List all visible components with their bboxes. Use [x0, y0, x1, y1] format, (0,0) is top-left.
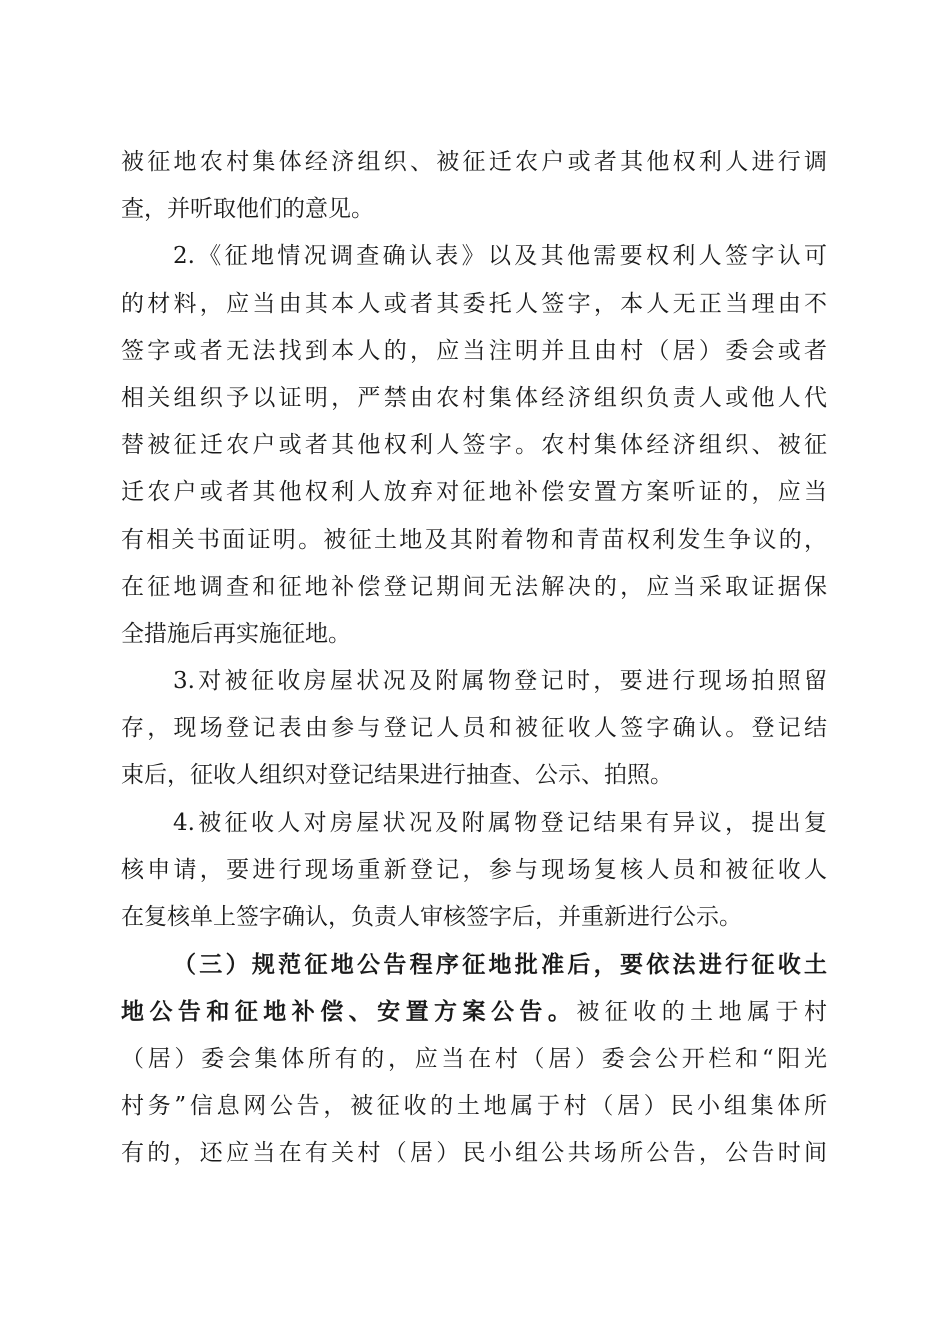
text-line: 在复核单上签字确认，负责人审核签字后，并重新进行公示。: [121, 904, 742, 930]
text-line: 有的，还应当在有关村（居）民小组公共场所公告，公告时间: [121, 1139, 827, 1166]
text-line: 2.《征地情况调查确认表》以及其他需要权利人签字认可: [173, 243, 827, 270]
text-line: 村务”信息网公告，被征收的土地属于村（居）民小组集体所: [121, 1092, 827, 1119]
text-line: 有相关书面证明。被征土地及其附着物和青苗权利发生争议的，: [121, 526, 827, 553]
text-line: 迁农户或者其他权利人放弃对征地补偿安置方案听证的，应当: [121, 479, 827, 506]
section-heading-line: [121, 988, 827, 1035]
text-line: 签字或者无法找到本人的，应当注明并且由村（居）委会或者: [121, 337, 827, 364]
text-line: 在征地调查和征地补偿登记期间无法解决的，应当采取证据保: [121, 573, 827, 600]
section-heading-text: 地公告和征地补偿、安置方案公告。: [121, 998, 577, 1026]
text-line: 束后，征收人组织对登记结果进行抽查、公示、拍照。: [121, 762, 673, 789]
text-line: 被征地农村集体经济组织、被征迁农户或者其他权利人进行调: [121, 149, 827, 175]
text-line: 4.被征收人对房屋状况及附属物登记结果有异议，提出复: [173, 809, 827, 836]
section-heading-text: （三）规范征地公告程序征地批准后，要依法进行征收土: [173, 951, 827, 979]
text-line: 全措施后再实施征地。: [121, 620, 351, 647]
body-text: [121, 139, 827, 1177]
text-line: 的材料，应当由其本人或者其委托人签字，本人无正当理由不: [121, 290, 827, 317]
text-line: 相关组织予以证明，严禁由农村集体经济组织负责人或他人代: [121, 384, 827, 411]
text-span: 被征收的土地属于村: [576, 999, 828, 1026]
text-line: 3.对被征收房屋状况及附属物登记时，要进行现场拍照留: [173, 668, 827, 695]
text-line: 存，现场登记表由参与登记人员和被征收人签字确认。登记结: [121, 715, 827, 742]
text-line: 核申请，要进行现场重新登记，参与现场复核人员和被征收人: [121, 856, 827, 883]
text-line: （居）委会集体所有的，应当在村（居）委会公开栏和“阳光: [121, 1045, 827, 1072]
text-line: 查，并听取他们的意见。: [121, 196, 374, 223]
text-line: 替被征迁农户或者其他权利人签字。农村集体经济组织、被征: [121, 432, 827, 459]
section-heading-line: [121, 941, 827, 988]
